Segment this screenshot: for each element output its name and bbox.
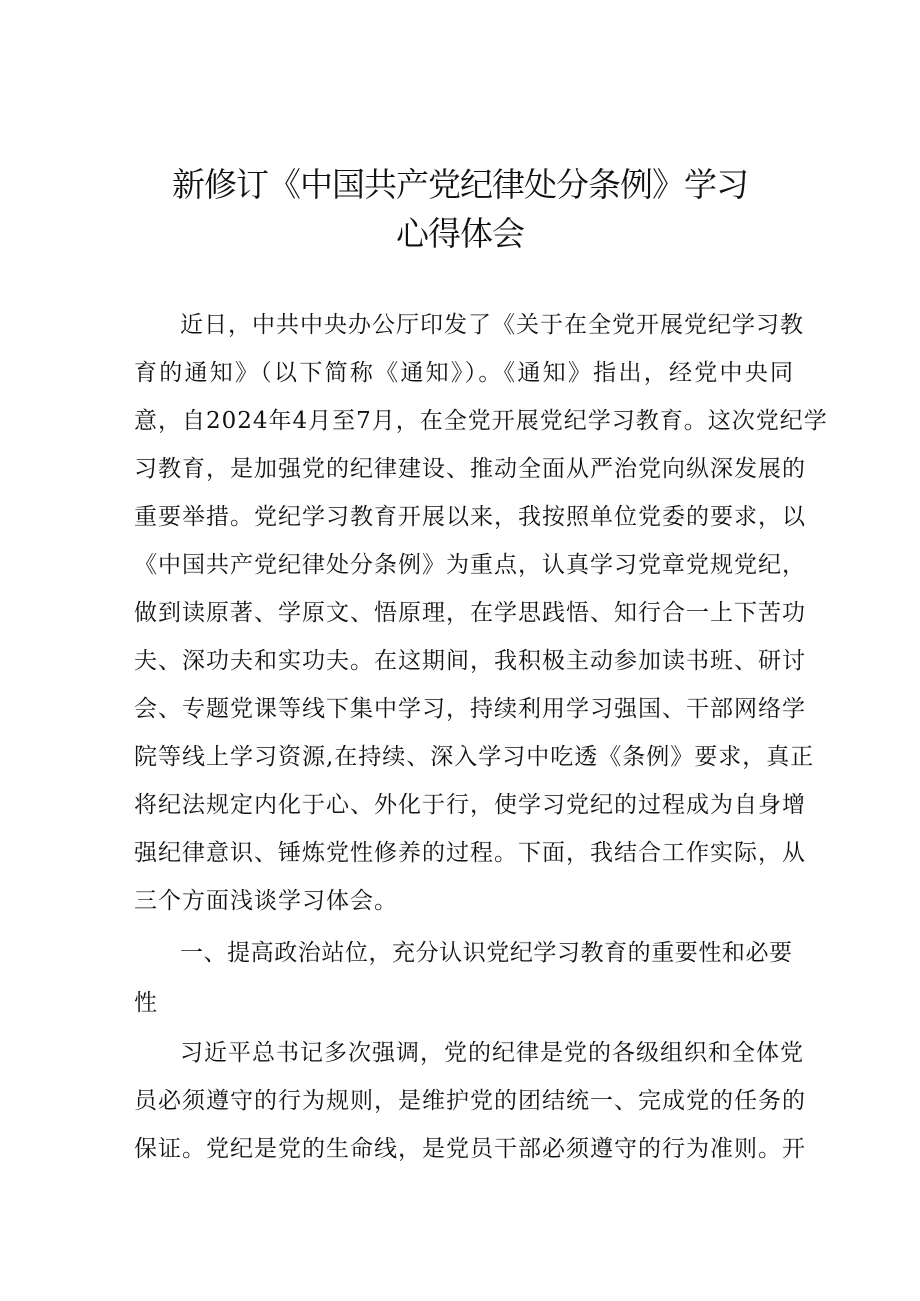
paragraph-2-line: 保证。党纪是党的生命线，是党员干部必须遵守的行为准则。开 [134,1136,806,1162]
paragraph-1-line: 近日，中共中央办公厅印发了《关于在全党开展党纪学习教 [180,312,804,338]
document-title-line-1: 新修订《中国共产党纪律处分条例》学习 [172,165,748,204]
paragraph-1-line: 育的通知》（以下简称《通知》）。《通知》指出，经党中央同 [134,360,794,386]
paragraph-1-line: 做到读原著、学原文、悟原理，在学思践悟、知行合一上下苦功 [134,600,806,626]
paragraph-2-line: 习近平总书记多次强调，党的纪律是党的各级组织和全体党 [180,1040,804,1066]
paragraph-2-line: 员必须遵守的行为规则，是维护党的团结统一、完成党的任务的 [134,1088,806,1114]
paragraph-1-line: 意，自2024年4月至7月，在全党开展党纪学习教育。这次党纪学 [134,408,828,434]
section-heading-line-1: 一、提高政治站位，充分认识党纪学习教育的重要性和必要 [180,940,792,966]
paragraph-1-line: 会、专题党课等线下集中学习，持续利用学习强国、干部网络学 [134,696,806,722]
paragraph-1-line: 重要举措。党纪学习教育开展以来，我按照单位党委的要求，以 [134,504,806,530]
paragraph-1-line: 三个方面浅谈学习体会。 [134,888,398,914]
paragraph-1-line: 强纪律意识、锤炼党性修养的过程。下面，我结合工作实际，从 [134,840,806,866]
paragraph-1-line: 《中国共产党纪律处分条例》为重点，认真学习党章党规党纪， [134,552,806,578]
section-heading-line-2: 性 [134,990,157,1016]
paragraph-1-line: 夫、深功夫和实功夫。在这期间，我积极主动参加读书班、研讨 [134,648,806,674]
paragraph-1-line: 将纪法规定内化于心、外化于行，使学习党纪的过程成为自身增 [134,792,806,818]
document-title-line-2: 心得体会 [396,214,524,253]
paragraph-1-line: 习教育，是加强党的纪律建设、推动全面从严治党向纵深发展的 [134,456,806,482]
paragraph-1-line: 院等线上学习资源,在持续、深入学习中吃透《条例》要求，真正 [134,744,815,770]
